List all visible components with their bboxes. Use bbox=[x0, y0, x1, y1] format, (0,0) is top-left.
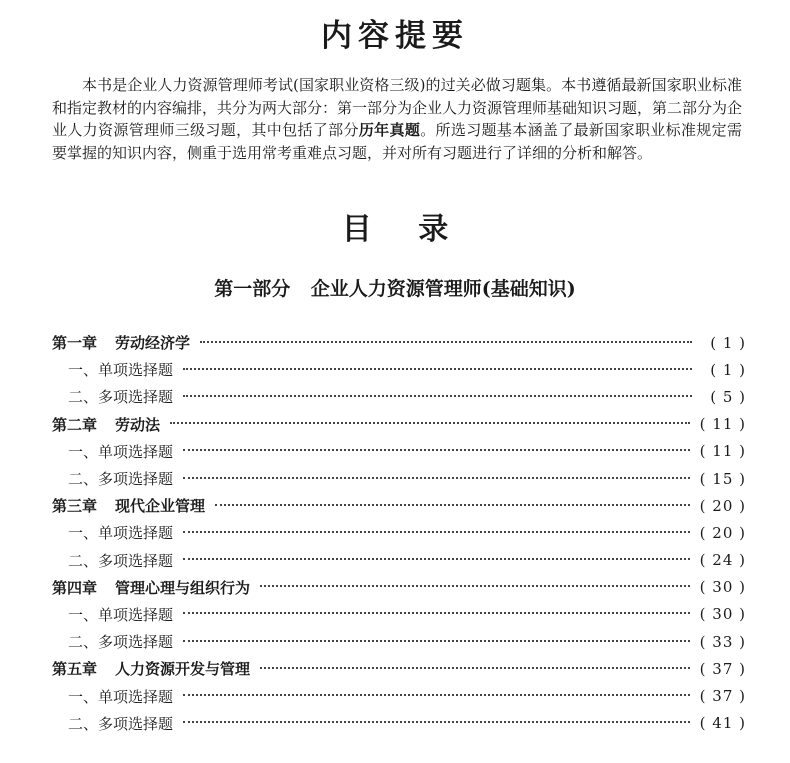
toc-section-entry[interactable] bbox=[52, 519, 746, 546]
toc-section-entry[interactable] bbox=[52, 465, 746, 492]
summary-bold-text: 历年真题 bbox=[358, 121, 421, 139]
toc-page-number: ( 11 ) bbox=[699, 442, 746, 461]
toc-entry-label bbox=[52, 359, 173, 380]
toc-dot-leader bbox=[183, 721, 690, 723]
toc-entry-title: 一、单项选择题 bbox=[68, 524, 174, 543]
toc-dot-leader bbox=[260, 585, 690, 587]
toc-entry-title: 一、单项选择题 bbox=[68, 605, 174, 624]
toc-section-entry[interactable] bbox=[52, 547, 746, 574]
toc-page-number: ( 20 ) bbox=[699, 523, 746, 542]
toc-section-entry[interactable] bbox=[52, 628, 746, 655]
toc-entry-title: 现代企业管理 bbox=[115, 497, 206, 516]
toc-dot-leader bbox=[215, 504, 690, 506]
toc-entry-title: 管理心理与组织行为 bbox=[115, 578, 251, 597]
toc-dot-leader bbox=[170, 422, 690, 424]
toc-page-number: ( 30 ) bbox=[699, 578, 746, 597]
summary-paragraph bbox=[52, 74, 742, 164]
toc-chapter-number: 第四章 bbox=[52, 578, 98, 597]
toc-page-number: ( 41 ) bbox=[699, 714, 746, 733]
toc-entry-label bbox=[52, 686, 173, 707]
toc-chapter-entry[interactable] bbox=[52, 411, 746, 438]
part-heading: 第一部分 企业人力资源管理师(基础知识) bbox=[214, 278, 576, 300]
toc-entry-title: 二、多项选择题 bbox=[68, 633, 174, 652]
toc-entry-title: 人力资源开发与管理 bbox=[115, 660, 251, 679]
toc-entry-label bbox=[52, 468, 173, 489]
toc-page-number: ( 1 ) bbox=[710, 360, 746, 379]
summary-text-part-1: 本书是企业人力资源管理师考试(国家职业资格三级)的过关必做习题集。本书遵循最新国家职业标准和指定教材的内容编排，共分为两大部分：第一部分为企业人力资源管理师基础知识习题，第二部分为企业人力资源管理师三级习题，其中包括了部分 bbox=[52, 76, 743, 139]
toc-chapter-number: 第五章 bbox=[52, 660, 98, 679]
toc-page-number: ( 24 ) bbox=[699, 551, 746, 570]
toc-page-number: ( 15 ) bbox=[699, 469, 746, 488]
toc-entry-label bbox=[52, 658, 250, 679]
toc-chapter-number: 第一章 bbox=[52, 334, 98, 353]
toc-page-number: ( 37 ) bbox=[699, 687, 746, 706]
toc-page-number: ( 33 ) bbox=[699, 632, 746, 651]
toc-chapter-number: 第二章 bbox=[52, 415, 98, 434]
toc-entry-title: 一、单项选择题 bbox=[68, 442, 174, 461]
toc-page-number: ( 37 ) bbox=[699, 659, 746, 678]
toc-entry-label bbox=[52, 577, 250, 598]
toc-dot-leader bbox=[183, 694, 690, 696]
toc-entry-label bbox=[52, 604, 173, 625]
toc-page-number: ( 1 ) bbox=[710, 333, 746, 352]
toc-entry-title: 劳动法 bbox=[115, 415, 161, 434]
toc-chapter-entry[interactable] bbox=[52, 329, 746, 356]
toc-entry-title: 二、多项选择题 bbox=[68, 388, 174, 407]
toc-dot-leader bbox=[183, 449, 690, 451]
toc-entry-label bbox=[52, 386, 173, 407]
toc-entry-title: 一、单项选择题 bbox=[68, 361, 174, 380]
toc-list bbox=[52, 329, 746, 737]
toc-dot-leader bbox=[183, 612, 690, 614]
toc-entry-label bbox=[52, 414, 160, 435]
toc-page-number: ( 30 ) bbox=[699, 605, 746, 624]
toc-dot-leader bbox=[183, 395, 692, 397]
toc-entry-label bbox=[52, 550, 173, 571]
toc-section-entry[interactable] bbox=[52, 383, 746, 410]
toc-section-entry[interactable] bbox=[52, 682, 746, 709]
toc-dot-leader bbox=[260, 667, 690, 669]
toc-heading: 目 录 bbox=[341, 212, 467, 247]
summary-text-part-2: 。所选习题基本涵盖了最新国家职业标准规定需要掌握的知识内容，侧重于选用常考重难点习题，并对所有习题进行了详细的分析和解答。 bbox=[52, 121, 742, 162]
toc-entry-label bbox=[52, 441, 173, 462]
toc-section-entry[interactable] bbox=[52, 438, 746, 465]
toc-entry-title: 二、多项选择题 bbox=[68, 714, 174, 733]
toc-chapter-number: 第三章 bbox=[52, 497, 98, 516]
toc-dot-leader bbox=[183, 640, 690, 642]
toc-entry-label bbox=[52, 522, 173, 543]
toc-section-entry[interactable] bbox=[52, 710, 746, 737]
toc-dot-leader bbox=[183, 558, 690, 560]
toc-dot-leader bbox=[183, 531, 690, 533]
toc-page-number: ( 20 ) bbox=[699, 496, 746, 515]
toc-page-number: ( 5 ) bbox=[710, 387, 746, 406]
toc-entry-label bbox=[52, 495, 205, 516]
toc-entry-label bbox=[52, 631, 173, 652]
toc-chapter-entry[interactable] bbox=[52, 655, 746, 682]
toc-entry-label bbox=[52, 332, 190, 353]
toc-page-number: ( 11 ) bbox=[699, 415, 746, 434]
toc-dot-leader bbox=[183, 477, 690, 479]
toc-section-entry[interactable] bbox=[52, 356, 746, 383]
toc-dot-leader bbox=[200, 341, 692, 343]
toc-chapter-entry[interactable] bbox=[52, 574, 746, 601]
toc-dot-leader bbox=[183, 368, 692, 370]
toc-entry-title: 二、多项选择题 bbox=[68, 470, 174, 489]
toc-entry-title: 二、多项选择题 bbox=[68, 551, 174, 570]
toc-entry-title: 劳动经济学 bbox=[115, 334, 191, 353]
toc-entry-title: 一、单项选择题 bbox=[68, 687, 174, 706]
toc-entry-label bbox=[52, 713, 173, 734]
summary-heading: 内容提要 bbox=[321, 18, 469, 54]
toc-chapter-entry[interactable] bbox=[52, 492, 746, 519]
toc-section-entry[interactable] bbox=[52, 601, 746, 628]
